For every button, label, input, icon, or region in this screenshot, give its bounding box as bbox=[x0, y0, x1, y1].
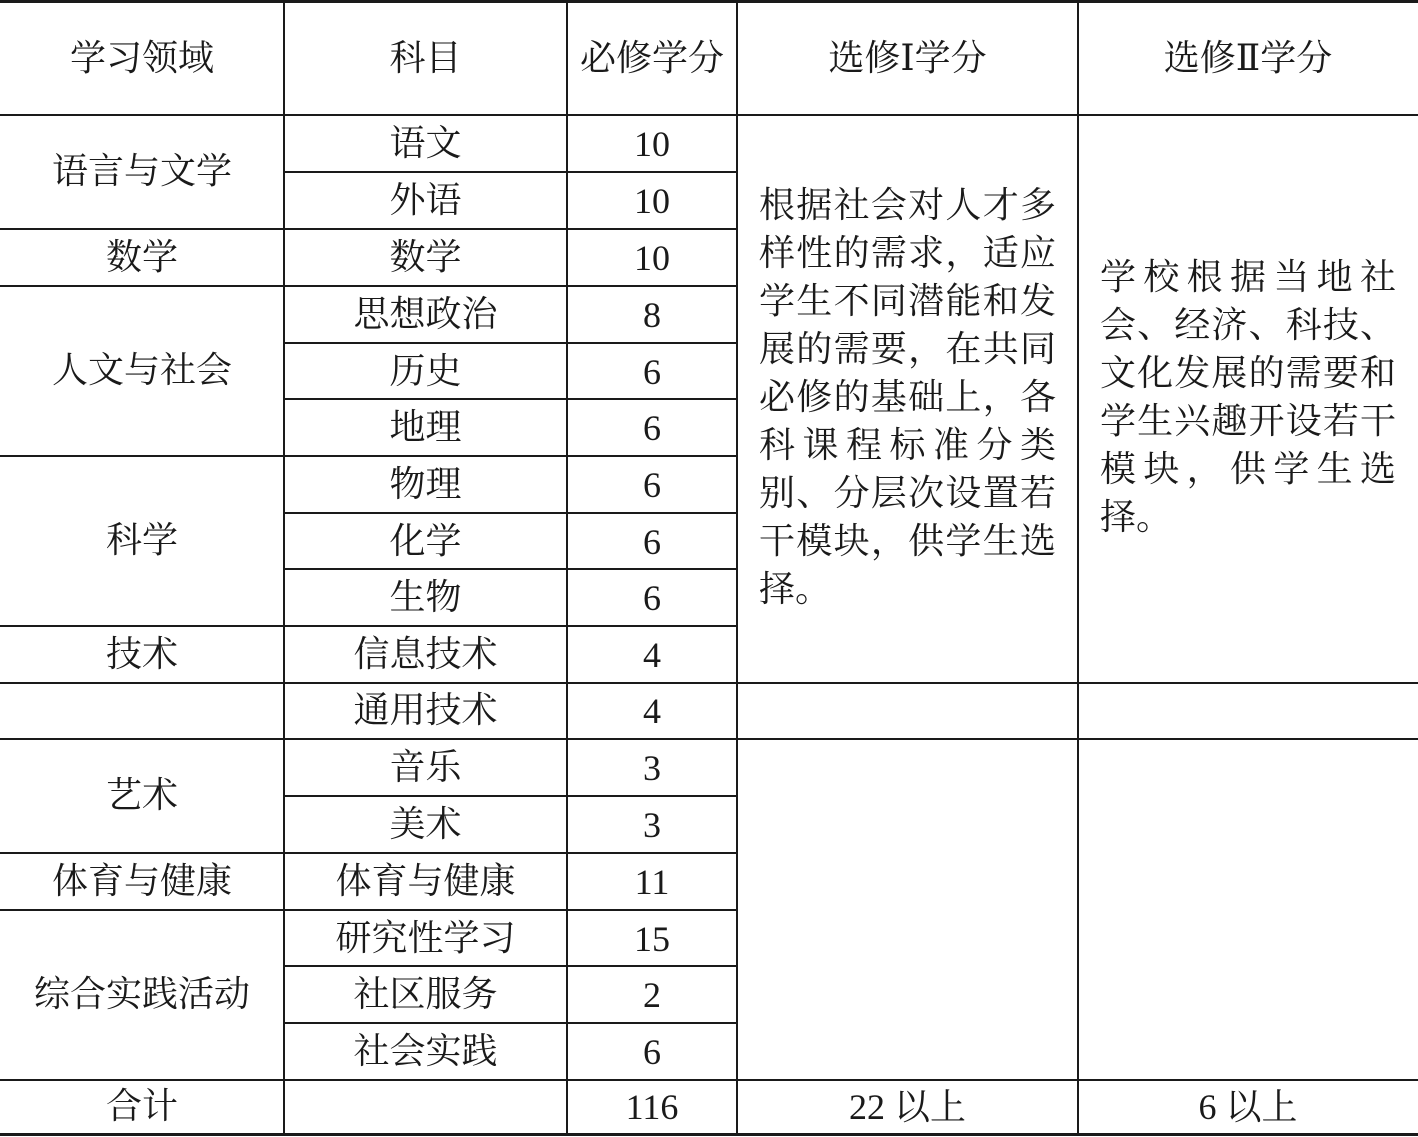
subject-credits: 6 bbox=[643, 1031, 661, 1072]
subject-name: 地理 bbox=[389, 406, 462, 448]
subject-name: 化学 bbox=[389, 520, 462, 562]
header-rule bbox=[0, 114, 1418, 116]
subject-name: 社区服务 bbox=[353, 973, 498, 1015]
row-divider bbox=[284, 965, 737, 967]
subject-credits: 6 bbox=[643, 464, 661, 505]
elective1-note: 根据社会对人才多样性的需求，适应学生不同潜能和发展的需要，在共同必修的基础上，各科课程标准分类别、分层次设置若干模块，供学生选择。 bbox=[759, 185, 1056, 610]
subject-name: 体育与健康 bbox=[335, 860, 516, 902]
domain-science: 科学 bbox=[105, 520, 178, 561]
subject-name: 社会实践 bbox=[353, 1030, 498, 1072]
row-divider bbox=[284, 342, 737, 344]
subject-name: 音乐 bbox=[389, 746, 462, 788]
row-divider bbox=[284, 398, 737, 400]
domain-arts: 艺术 bbox=[105, 775, 178, 816]
elective2-note: 学校根据当地社会、经济、科技、文化发展的需要和学生兴趣开设若干模块，供学生选择。 bbox=[1100, 257, 1396, 538]
subject-name: 信息技术 bbox=[353, 633, 498, 675]
column-divider bbox=[1077, 0, 1079, 1136]
subject-name: 物理 bbox=[389, 463, 462, 505]
row-divider bbox=[0, 738, 1418, 740]
row-divider bbox=[0, 455, 737, 457]
column-divider bbox=[566, 0, 568, 1136]
subject-credits: 3 bbox=[643, 747, 661, 788]
row-divider bbox=[0, 1079, 1418, 1081]
header-elective1-credits: 选修Ⅰ学分 bbox=[828, 38, 987, 79]
header-required-credits: 必修学分 bbox=[579, 38, 724, 79]
column-divider bbox=[283, 0, 285, 1136]
row-divider bbox=[0, 852, 737, 854]
subject-credits: 8 bbox=[643, 294, 661, 335]
subject-name: 美术 bbox=[389, 803, 462, 845]
subject-credits: 10 bbox=[634, 123, 670, 164]
subject-credits: 15 bbox=[634, 918, 670, 959]
row-divider bbox=[284, 795, 737, 797]
subject-credits: 10 bbox=[634, 237, 670, 278]
row-divider bbox=[0, 909, 737, 911]
subject-name: 数学 bbox=[389, 236, 462, 278]
subject-name: 研究性学习 bbox=[335, 917, 516, 959]
subject-credits: 4 bbox=[643, 691, 661, 731]
domain-language-literature: 语言与文学 bbox=[51, 151, 232, 192]
subject-credits: 3 bbox=[643, 804, 661, 845]
table-bottom-rule bbox=[0, 1133, 1418, 1136]
subject-credits: 6 bbox=[643, 407, 661, 448]
subject-credits: 6 bbox=[643, 521, 661, 562]
subject-credits: 11 bbox=[634, 861, 670, 902]
subject-credits: 6 bbox=[643, 577, 661, 618]
header-subject: 科目 bbox=[389, 38, 462, 79]
subject-name: 思想政治 bbox=[353, 293, 498, 335]
row-divider bbox=[0, 285, 737, 287]
column-divider bbox=[736, 0, 738, 1136]
header-elective2-credits: 选修Ⅱ学分 bbox=[1163, 38, 1333, 79]
row-divider bbox=[0, 625, 737, 627]
total-required-credits: 116 bbox=[625, 1087, 679, 1127]
subject-name: 通用技术 bbox=[353, 690, 498, 731]
subject-credits: 10 bbox=[634, 180, 670, 221]
total-elective1-credits: 22 以上 bbox=[848, 1087, 966, 1127]
domain-mathematics: 数学 bbox=[105, 236, 178, 278]
domain-pe-health: 体育与健康 bbox=[51, 860, 232, 902]
row-divider bbox=[284, 512, 737, 514]
row-divider bbox=[284, 1022, 737, 1024]
subject-name: 语文 bbox=[389, 122, 462, 164]
subject-credits: 2 bbox=[643, 974, 661, 1015]
subject-name: 外语 bbox=[389, 179, 462, 221]
total-elective2-credits: 6 以上 bbox=[1198, 1087, 1298, 1127]
header-domain: 学习领域 bbox=[69, 38, 214, 79]
row-divider bbox=[0, 682, 1418, 684]
domain-technology: 技术 bbox=[105, 633, 178, 675]
row-divider bbox=[284, 171, 737, 173]
row-divider bbox=[0, 228, 737, 230]
row-divider bbox=[284, 568, 737, 570]
subject-name: 生物 bbox=[389, 576, 462, 618]
subject-credits: 4 bbox=[643, 634, 661, 675]
total-label: 合计 bbox=[105, 1086, 178, 1127]
domain-integrated-practice: 综合实践活动 bbox=[33, 974, 250, 1015]
subject-credits: 6 bbox=[643, 351, 661, 392]
domain-humanities-society: 人文与社会 bbox=[51, 350, 232, 391]
subject-name: 历史 bbox=[389, 350, 462, 392]
table-top-rule bbox=[0, 0, 1418, 3]
